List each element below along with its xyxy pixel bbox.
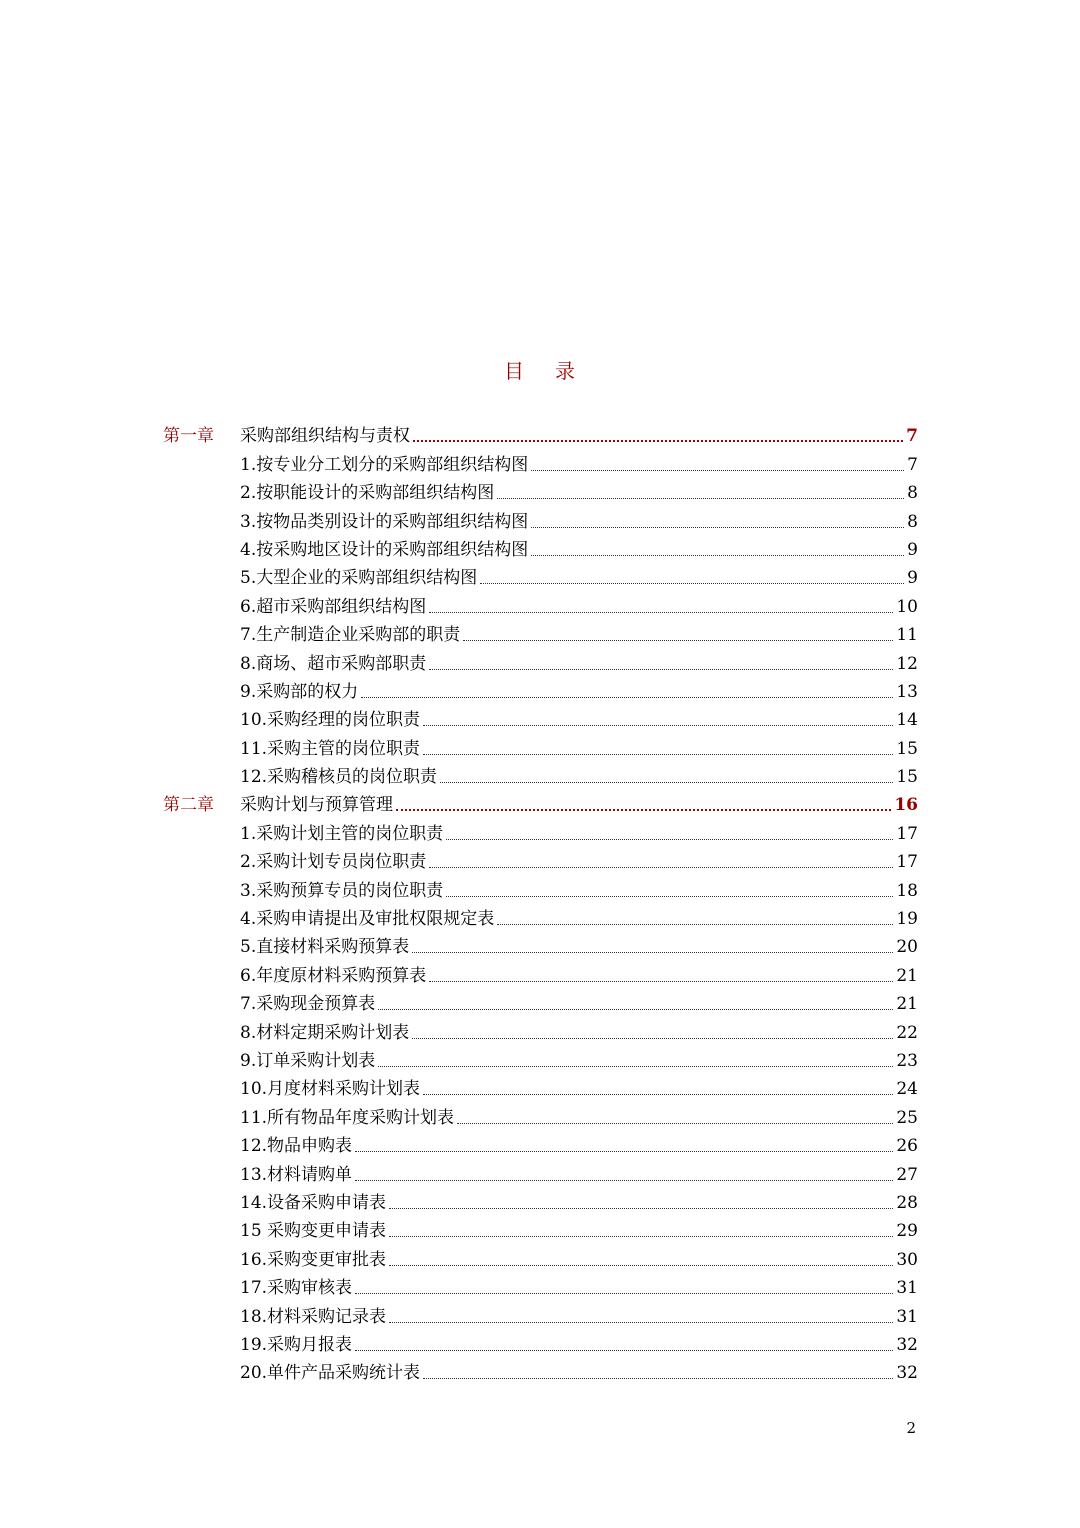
toc-item-label: 3.按物品类别设计的采购部组织结构图	[240, 511, 529, 532]
toc-item[interactable]	[163, 1300, 918, 1328]
toc-item-label: 6.年度原材料采购预算表	[240, 965, 427, 986]
dot-leader	[429, 669, 893, 670]
chapter-prefix: 第二章	[163, 795, 214, 816]
toc-item-page: 17	[896, 823, 918, 844]
dot-leader	[429, 612, 893, 613]
dot-leader	[412, 1038, 893, 1039]
toc-item[interactable]	[163, 647, 918, 675]
dot-leader	[389, 1236, 893, 1237]
toc-item-page: 17	[896, 852, 918, 873]
dot-leader	[531, 527, 904, 528]
toc-item-label: 6.超市采购部组织结构图	[240, 596, 427, 617]
toc-item[interactable]	[163, 477, 918, 505]
toc-item-page: 10	[896, 596, 918, 617]
toc-item-label: 10.采购经理的岗位职责	[240, 710, 421, 731]
dot-leader	[497, 498, 904, 499]
dot-leader	[355, 1293, 893, 1294]
chapter-title: 采购部组织结构与责权	[240, 426, 410, 447]
page-number: 2	[906, 1419, 916, 1437]
toc-item-label: 8.商场、超市采购部职责	[240, 653, 427, 674]
toc-item-label: 17.采购审核表	[240, 1278, 353, 1299]
toc-item-page: 13	[896, 681, 918, 702]
dot-leader	[457, 1123, 893, 1124]
dot-leader	[497, 924, 893, 925]
dot-leader	[412, 952, 893, 953]
toc-item-page: 29	[896, 1221, 918, 1242]
dot-leader	[355, 1151, 893, 1152]
dot-leader	[446, 839, 893, 840]
toc-item[interactable]	[163, 931, 918, 959]
dot-leader	[429, 867, 893, 868]
toc-item-page: 12	[896, 653, 918, 674]
toc-item[interactable]	[163, 1073, 918, 1101]
toc-item-page: 31	[896, 1278, 918, 1299]
toc-title-char-1: 目	[504, 359, 525, 383]
dot-leader	[396, 809, 891, 811]
toc-item-label: 11.采购主管的岗位职责	[240, 738, 421, 759]
toc-item[interactable]	[163, 874, 918, 902]
toc-item[interactable]	[163, 1130, 918, 1158]
toc-item[interactable]	[163, 959, 918, 987]
toc-item-page: 15	[896, 738, 918, 759]
toc-item-label: 5.大型企业的采购部组织结构图	[240, 568, 478, 589]
toc-item-label: 9.订单采购计划表	[240, 1050, 376, 1071]
toc-item-label: 14.设备采购申请表	[240, 1192, 387, 1213]
dot-leader	[378, 1066, 893, 1067]
dot-leader	[423, 1378, 893, 1379]
toc-item-page: 24	[896, 1079, 918, 1100]
toc-item[interactable]	[163, 846, 918, 874]
toc-item[interactable]	[163, 988, 918, 1016]
toc-item[interactable]	[163, 676, 918, 704]
toc-item-label: 10.月度材料采购计划表	[240, 1079, 421, 1100]
toc-item[interactable]	[163, 1243, 918, 1271]
toc-item[interactable]	[163, 505, 918, 533]
toc-item-label: 2.采购计划专员岗位职责	[240, 852, 427, 873]
toc-item[interactable]	[163, 1215, 918, 1243]
toc-item-label: 18.材料采购记录表	[240, 1306, 387, 1327]
dot-leader	[446, 896, 893, 897]
toc-item-page: 20	[896, 937, 918, 958]
dot-leader	[429, 981, 893, 982]
toc-item-label: 2.按职能设计的采购部组织结构图	[240, 483, 495, 504]
toc-item[interactable]	[163, 1158, 918, 1186]
toc-item-page: 8	[907, 483, 918, 504]
toc-item-page: 31	[896, 1306, 918, 1327]
dot-leader	[389, 1322, 893, 1323]
toc-item-label: 4.按采购地区设计的采购部组织结构图	[240, 539, 529, 560]
toc-item-page: 15	[896, 767, 918, 788]
dot-leader	[440, 782, 893, 783]
toc-item-label: 11.所有物品年度采购计划表	[240, 1107, 455, 1128]
toc-item-page: 14	[896, 710, 918, 731]
toc-item[interactable]	[163, 903, 918, 931]
toc-item-label: 13.材料请购单	[240, 1164, 353, 1185]
toc-item[interactable]	[163, 562, 918, 590]
toc-item-label: 12.采购稽核员的岗位职责	[240, 767, 438, 788]
dot-leader	[355, 1180, 893, 1181]
toc-item[interactable]	[163, 1101, 918, 1129]
dot-leader	[355, 1350, 893, 1351]
toc-item-page: 32	[896, 1334, 918, 1355]
dot-leader	[463, 640, 893, 641]
toc-item[interactable]	[163, 761, 918, 789]
toc-item[interactable]	[163, 817, 918, 845]
toc-item[interactable]	[163, 704, 918, 732]
toc-item-page: 27	[896, 1164, 918, 1185]
dot-leader	[389, 1208, 893, 1209]
toc-item-label: 5.直接材料采购预算表	[240, 937, 410, 958]
toc-item-label: 1.采购计划主管的岗位职责	[240, 823, 444, 844]
toc-item-label: 9.采购部的权力	[240, 681, 359, 702]
toc-item-page: 9	[907, 568, 918, 589]
toc-item-page: 18	[896, 880, 918, 901]
toc-title	[0, 356, 1080, 386]
dot-leader	[378, 1009, 893, 1010]
dot-leader	[361, 697, 893, 698]
toc-item-label: 19.采购月报表	[240, 1334, 353, 1355]
toc-item[interactable]	[163, 1357, 918, 1385]
toc-item-page: 8	[907, 511, 918, 532]
toc-item-page: 23	[896, 1050, 918, 1071]
toc-item-page: 9	[907, 539, 918, 560]
chapter-page-number: 16	[894, 795, 918, 816]
toc-item-label: 8.材料定期采购计划表	[240, 1022, 410, 1043]
toc-item-page: 26	[896, 1136, 918, 1157]
toc-item-label: 16.采购变更审批表	[240, 1249, 387, 1270]
toc-chapter-1[interactable]	[163, 420, 918, 448]
toc-item-label: 20.单件产品采购统计表	[240, 1363, 421, 1384]
dot-leader	[423, 754, 893, 755]
chapter-page-number: 7	[906, 426, 918, 447]
dot-leader	[531, 555, 904, 556]
toc-item-label: 3.采购预算专员的岗位职责	[240, 880, 444, 901]
dot-leader	[389, 1265, 893, 1266]
toc-item[interactable]	[163, 1329, 918, 1357]
toc-item[interactable]	[163, 1016, 918, 1044]
toc-item[interactable]	[163, 448, 918, 476]
dot-leader	[413, 440, 903, 442]
dot-leader	[423, 725, 893, 726]
toc-item-page: 22	[896, 1022, 918, 1043]
toc-item-label: 7.采购现金预算表	[240, 994, 376, 1015]
toc-item-page: 25	[896, 1107, 918, 1128]
toc-item-page: 28	[896, 1192, 918, 1213]
toc-item[interactable]	[163, 619, 918, 647]
dot-leader	[423, 1094, 893, 1095]
chapter-title: 采购计划与预算管理	[240, 795, 393, 816]
dot-leader	[531, 470, 904, 471]
toc-list	[163, 420, 918, 1385]
toc-item-page: 30	[896, 1249, 918, 1270]
toc-item[interactable]	[163, 1045, 918, 1073]
toc-item-page: 21	[896, 994, 918, 1015]
toc-item-label: 12.物品申购表	[240, 1136, 353, 1157]
toc-item-page: 11	[896, 625, 918, 646]
chapter-prefix: 第一章	[163, 426, 214, 447]
toc-item-page: 21	[896, 965, 918, 986]
toc-item-label: 7.生产制造企业采购部的职责	[240, 625, 461, 646]
toc-item[interactable]	[163, 534, 918, 562]
toc-item[interactable]	[163, 732, 918, 760]
toc-item[interactable]	[163, 590, 918, 618]
toc-item-page: 19	[896, 909, 918, 930]
toc-title-char-2: 录	[555, 359, 576, 383]
toc-item-label: 1.按专业分工划分的采购部组织结构图	[240, 454, 529, 475]
toc-item-label: 4.采购申请提出及审批权限规定表	[240, 909, 495, 930]
toc-item[interactable]	[163, 1272, 918, 1300]
toc-chapter-2[interactable]	[163, 789, 918, 817]
toc-item-page: 7	[907, 454, 918, 475]
toc-item-label: 15 采购变更申请表	[240, 1221, 387, 1242]
toc-item[interactable]	[163, 1187, 918, 1215]
dot-leader	[480, 583, 904, 584]
toc-item-page: 32	[896, 1363, 918, 1384]
